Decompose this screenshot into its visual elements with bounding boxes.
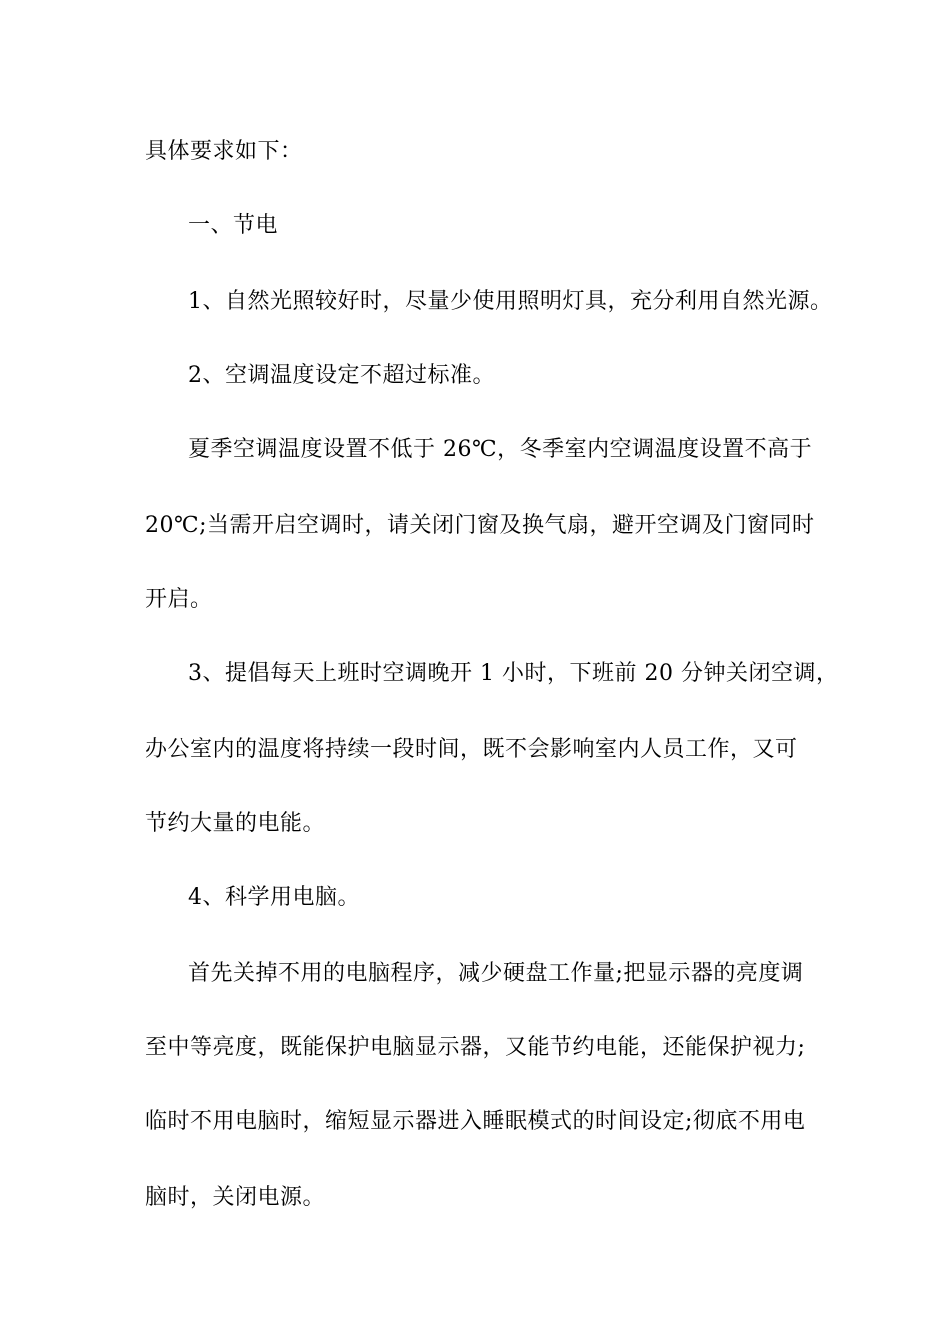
item-4-computer-use: 4、科学用电脑。 [188,885,360,910]
paragraph-line: 脑时，关闭电源。 [145,1185,326,1210]
paragraph-line: 首先关掉不用的电脑程序，减少硬盘工作量;把显示器的亮度调 [188,961,804,986]
paragraph-line: 节约大量的电能。 [145,811,326,836]
paragraph-line: 办公室内的温度将持续一段时间，既不会影响室内人员工作，又可 [145,737,798,762]
paragraph-line: 夏季空调温度设置不低于 26℃，冬季室内空调温度设置不高于 [188,437,813,462]
paragraph-line: 至中等亮度，既能保护电脑显示器，又能节约电能，还能保护视力; [145,1035,806,1060]
paragraph-line: 临时不用电脑时，缩短显示器进入睡眠模式的时间设定;彻底不用电 [145,1109,806,1134]
paragraph-line: 20℃;当需开启空调时，请关闭门窗及换气扇，避开空调及门窗同时 [145,513,815,538]
item-2-ac-temperature: 2、空调温度设定不超过标准。 [188,363,495,388]
paragraph-line: 开启。 [145,587,213,612]
item-1-natural-light: 1、自然光照较好时，尽量少使用照明灯具，充分利用自然光源。 [188,289,833,314]
intro-line: 具体要求如下： [145,139,303,164]
item-3-ac-timing: 3、提倡每天上班时空调晚开 1 小时，下班前 20 分钟关闭空调， [188,661,839,686]
section-heading-power-saving: 一、节电 [188,213,279,238]
